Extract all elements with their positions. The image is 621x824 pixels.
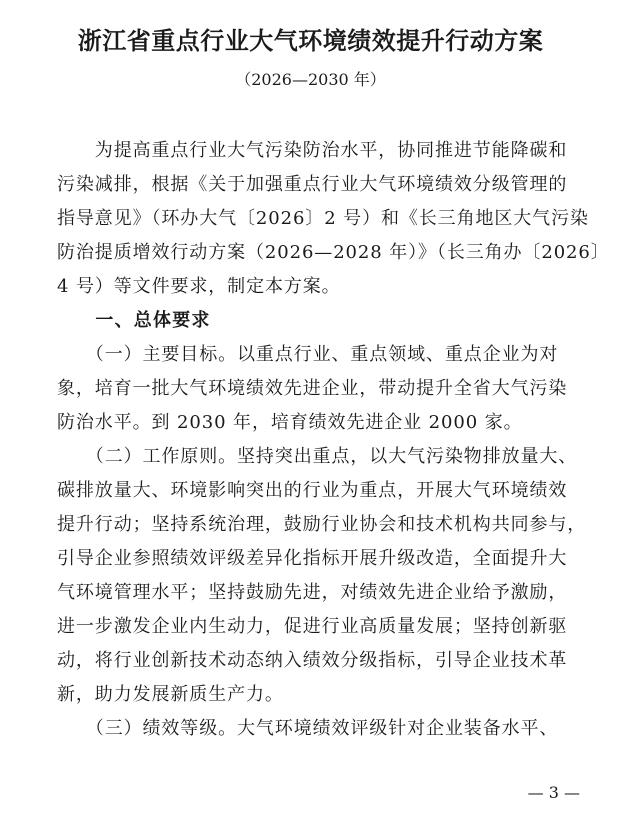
document-title: 浙江省重点行业大气环境绩效提升行动方案 [77, 27, 544, 55]
body-line: 防治水平。到 2030 年，培育绩效先进企业 2000 家。 [57, 412, 523, 433]
body-line: （二）工作原则。坚持突出重点，以大气污染物排放量大、 [57, 446, 578, 467]
document-subtitle: （2026—2030 年） [235, 70, 386, 89]
body-line: 4 号）等文件要求，制定本方案。 [57, 276, 341, 297]
body-line: （一）主要目标。以重点行业、重点领域、重点企业为对 [57, 344, 559, 365]
body-line: 象，培育一批大气环境绩效先进企业，带动提升全省大气污染 [57, 378, 568, 399]
body-line: 碳排放量大、环境影响突出的行业为重点，开展大气环境绩效 [57, 480, 568, 501]
body-line: 新，助力发展新质生产力。 [57, 684, 284, 705]
body-line: 引导企业参照绩效评级差异化指标开展升级改造，全面提升大 [57, 548, 568, 569]
body-line: 动，将行业创新技术动态纳入绩效分级指标，引导企业技术革 [57, 650, 568, 671]
body-line: 为提高重点行业大气污染防治水平，协同推进节能降碳和 [57, 140, 568, 161]
body-line: 防治提质增效行动方案（2026—2028 年）》（长三角办〔2026〕 [57, 242, 610, 263]
body-line: 提升行动；坚持系统治理，鼓励行业协会和技术机构共同参与， [57, 514, 587, 535]
body-line: 进一步激发企业内生动力，促进行业高质量发展；坚持创新驱 [57, 616, 568, 637]
section-heading: 一、总体要求 [57, 310, 211, 331]
body-line: （三）绩效等级。大气环境绩效评级针对企业装备水平、 [57, 718, 559, 739]
page-number: — 3 — [527, 783, 580, 802]
body-line: 污染减排，根据《关于加强重点行业大气环境绩效分级管理的 [57, 174, 568, 195]
body-line: 指导意见》（环办大气〔2026〕2 号）和《长三角地区大气污染 [57, 208, 589, 229]
body-line: 气环境管理水平；坚持鼓励先进，对绩效先进企业给予激励， [57, 582, 568, 603]
